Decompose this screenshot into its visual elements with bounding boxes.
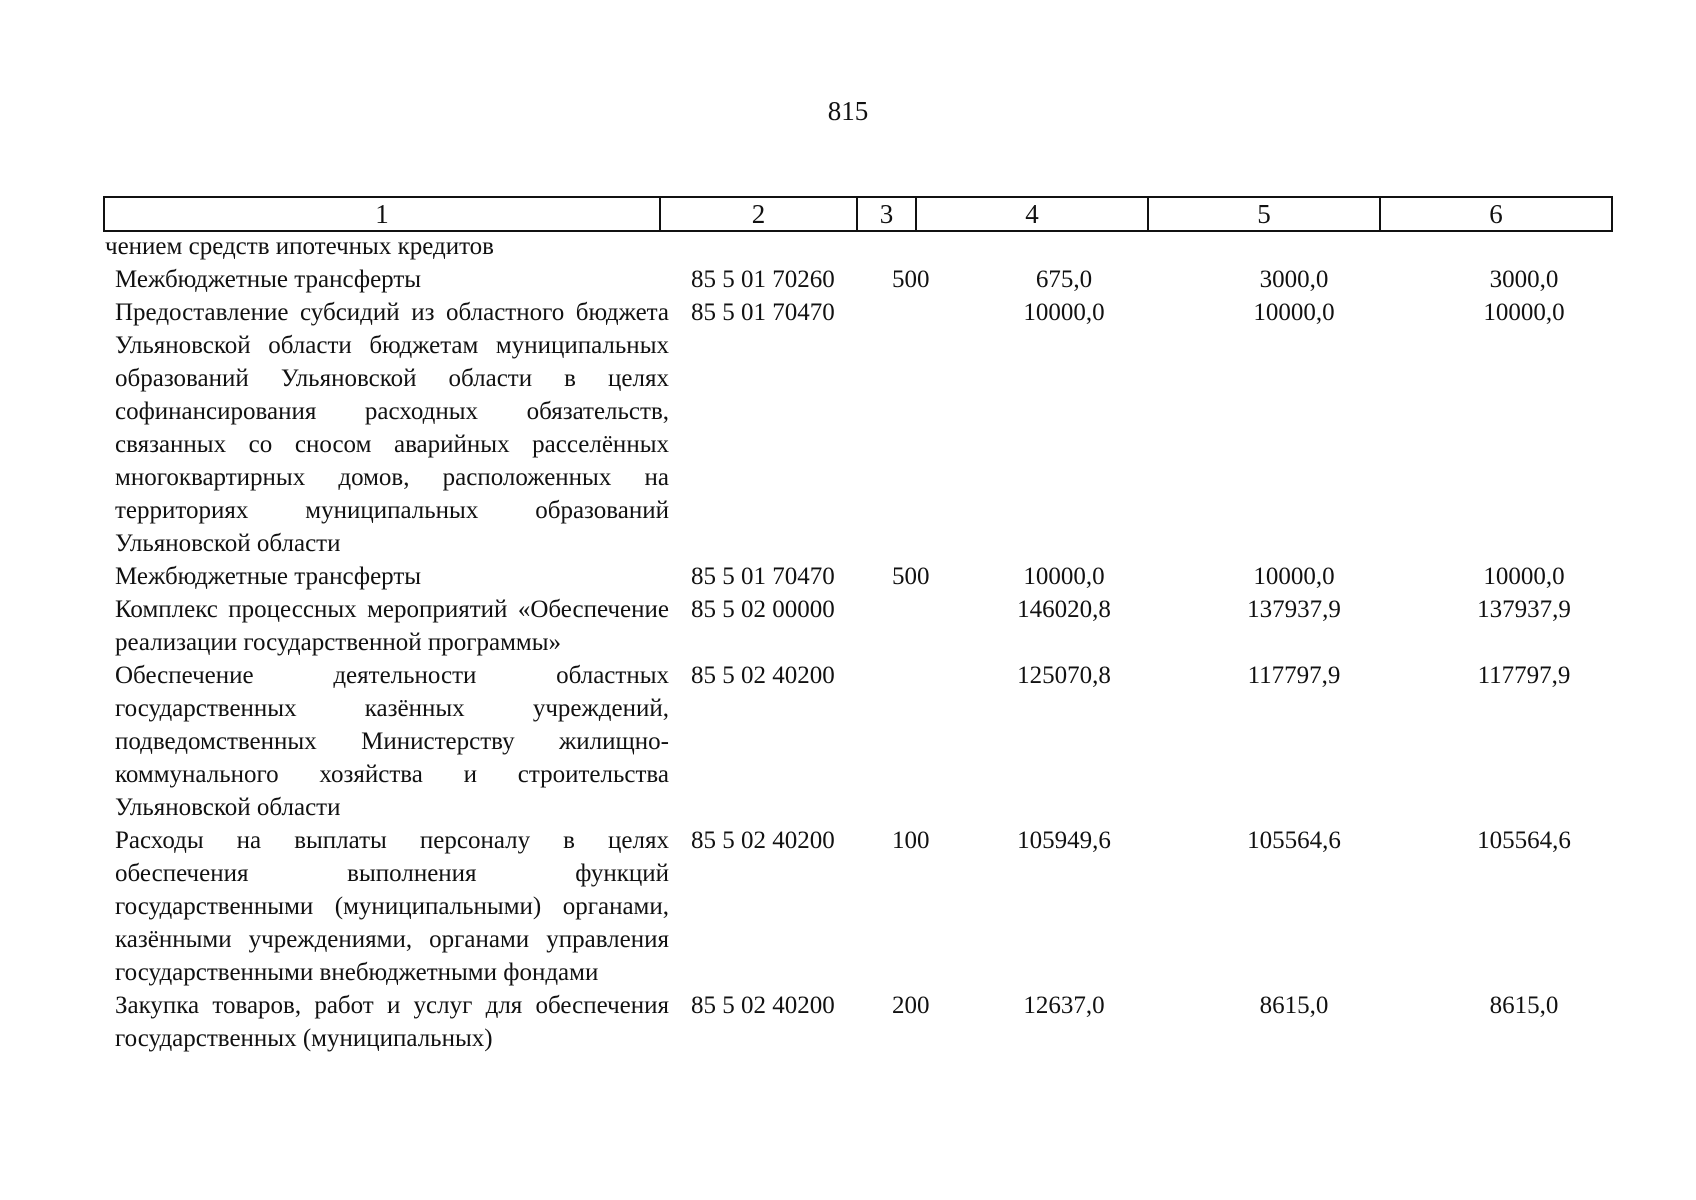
row-code: 85 5 01 70260	[691, 266, 835, 293]
row-code: 85 5 02 00000	[691, 596, 835, 623]
row-value-6: 117797,9	[1477, 662, 1571, 689]
row-value-4: 10000,0	[1023, 563, 1105, 590]
row-value-6: 105564,6	[1477, 827, 1571, 854]
row-name: Комплекс процессных мероприятий «Обеспечение реализации государственной программы»	[115, 596, 669, 656]
table-row	[103, 989, 1639, 1055]
column-header-5: 5	[1148, 197, 1380, 231]
row-expense-type	[886, 296, 949, 560]
row-name: Обеспечение деятельности областных государственных казённых учреждений, подведомственных Министерству жилищно-коммунального хозяйства и строительства Ульяновской области	[115, 662, 669, 821]
table-row	[103, 824, 1639, 989]
column-header-6: 6	[1380, 197, 1612, 231]
row-name: Межбюджетные трансферты	[115, 266, 422, 293]
row-value-4: 146020,8	[1017, 596, 1111, 623]
row-value-5: 117797,9	[1247, 662, 1341, 689]
column-header-4: 4	[916, 197, 1148, 231]
row-value-5: 8615,0	[1259, 992, 1329, 1019]
row-name: Закупка товаров, работ и услуг для обеспечения государственных (муниципальных)	[115, 992, 669, 1052]
row-expense-type: 500	[892, 266, 930, 293]
row-value-5: 137937,9	[1247, 596, 1341, 623]
row-value-5: 10000,0	[1253, 299, 1335, 326]
row-expense-type: 100	[892, 827, 930, 854]
column-header-2: 2	[660, 197, 857, 231]
row-value-4	[949, 230, 1179, 263]
row-name: Предоставление субсидий из областного бюджета Ульяновской области бюджетам муниципальных образований Ульяновской области в целях софинансирования расходных обязательств, связанных со сносом аварийных расселённых многоквартирных домов, расположенных на территориях муниципальных образований Ульяновской области	[115, 299, 669, 557]
row-value-4: 105949,6	[1017, 827, 1111, 854]
row-name: Межбюджетные трансферты	[115, 563, 422, 590]
row-name: чением средств ипотечных кредитов	[105, 233, 494, 260]
row-value-6: 10000,0	[1483, 299, 1565, 326]
table-row	[103, 296, 1639, 560]
column-header-3: 3	[857, 197, 916, 231]
row-value-6: 8615,0	[1489, 992, 1559, 1019]
column-header-1: 1	[104, 197, 660, 231]
column-header-row	[104, 197, 1612, 231]
row-code: 85 5 01 70470	[691, 563, 835, 590]
budget-table	[103, 230, 1639, 1055]
row-value-4: 125070,8	[1017, 662, 1111, 689]
row-value-6	[1409, 230, 1639, 263]
page-number: 815	[827, 96, 869, 126]
row-value-5: 105564,6	[1247, 827, 1341, 854]
row-expense-type: 500	[892, 563, 930, 590]
row-value-4: 675,0	[1035, 266, 1093, 293]
row-code: 85 5 01 70470	[691, 299, 835, 326]
row-value-5	[1179, 230, 1409, 263]
row-value-5: 10000,0	[1253, 563, 1335, 590]
row-value-6: 137937,9	[1477, 596, 1571, 623]
row-expense-type: 200	[892, 992, 930, 1019]
row-code: 85 5 02 40200	[691, 662, 835, 689]
table-row	[103, 230, 1639, 263]
column-header-table	[103, 196, 1613, 232]
row-value-4: 10000,0	[1023, 299, 1105, 326]
table-row	[103, 263, 1639, 296]
row-value-4: 12637,0	[1023, 992, 1105, 1019]
row-expense-type	[886, 593, 949, 659]
row-value-6: 10000,0	[1483, 563, 1565, 590]
row-value-6: 3000,0	[1489, 266, 1559, 293]
row-code	[677, 230, 886, 263]
row-name: Расходы на выплаты персоналу в целях обеспечения выполнения функций государственными (муниципальными) органами, казёнными учреждениями, органами управления государственными внебюджетными фондами	[115, 827, 669, 986]
row-expense-type	[886, 659, 949, 824]
table-row	[103, 659, 1639, 824]
row-expense-type	[886, 230, 949, 263]
row-value-5: 3000,0	[1259, 266, 1329, 293]
row-code: 85 5 02 40200	[691, 827, 835, 854]
table-row	[103, 593, 1639, 659]
row-code: 85 5 02 40200	[691, 992, 835, 1019]
table-row	[103, 560, 1639, 593]
